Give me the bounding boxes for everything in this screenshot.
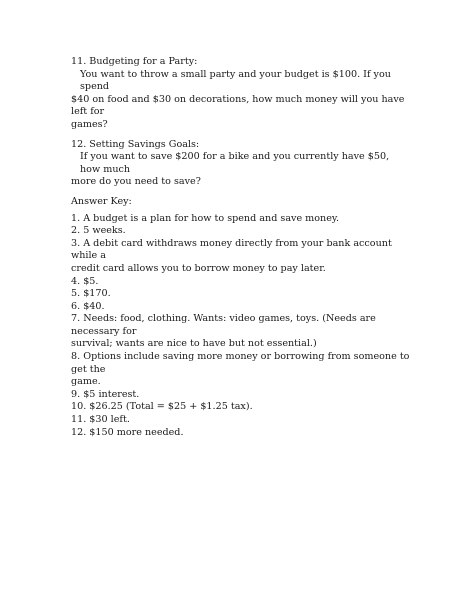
answer-line: 10. $26.25 (Total = $25 + $1.25 tax). [71, 401, 253, 413]
answer-line: 11. $30 left. [71, 414, 130, 426]
question-11-heading: 11. Budgeting for a Party: [71, 56, 198, 67]
answer-line: 2. 5 weeks. [71, 225, 126, 237]
answer-line: 9. $5 interest. [71, 388, 140, 400]
answer-line: 4. $5. [71, 275, 99, 287]
answer-line: 12. $150 more needed. [71, 426, 184, 438]
question-11-line-3: games? [71, 118, 108, 130]
document-page [71, 56, 411, 439]
answer-line: 6. $40. [71, 300, 105, 312]
question-11-line-2: $40 on food and $30 on decorations, how much money will you have left for [71, 93, 405, 118]
answer-line: credit card allows you to borrow money to pay later. [71, 262, 326, 274]
answer-line: 3. A debit card withdraws money directly from your bank account while a [71, 237, 392, 262]
question-12 [71, 139, 411, 189]
answer-line: 8. Options include saving more money or borrowing from someone to get the [71, 351, 410, 375]
spacer [71, 132, 411, 139]
answer-line: 5. $170. [71, 288, 111, 300]
question-11-line-1: You want to throw a small party and your budget is $100. If you spend [80, 68, 391, 93]
answer-line: 1. A budget is a plan for how to spend and save money. [71, 212, 340, 224]
answer-key [71, 196, 411, 439]
question-12-heading: 12. Setting Savings Goals: [71, 138, 200, 150]
question-11 [71, 56, 411, 132]
answer-key-heading: Answer Key: [71, 195, 132, 207]
question-12-line-1: If you want to save $200 for a bike and you currently have $50, how much [80, 151, 390, 175]
answer-line: survival; wants are nice to have but not essential.) [71, 338, 317, 350]
answer-line: game. [71, 376, 101, 388]
question-12-line-2: more do you need to save? [71, 176, 201, 188]
answer-line: 7. Needs: food, clothing. Wants: video games, toys. (Needs are necessary for [71, 313, 376, 337]
spacer [71, 189, 411, 196]
